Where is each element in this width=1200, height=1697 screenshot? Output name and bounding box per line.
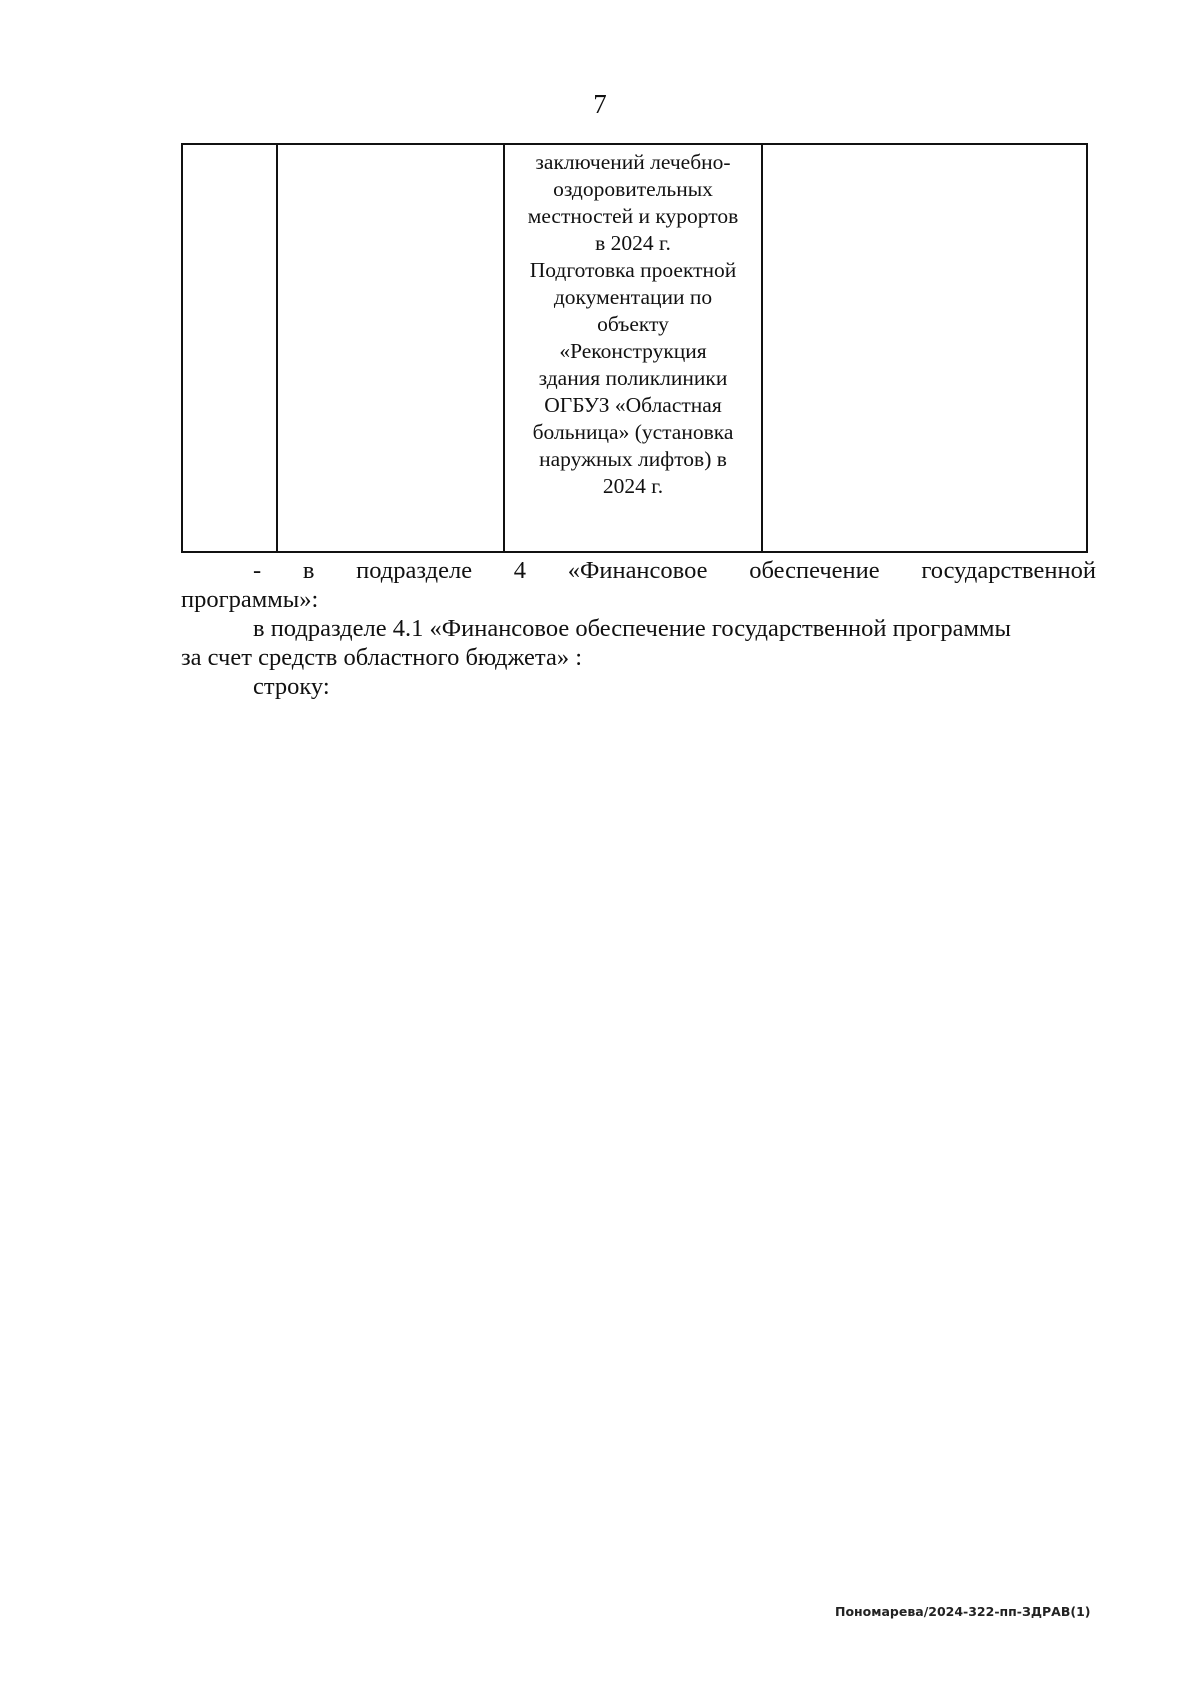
word: обеспечение: [749, 557, 880, 584]
cell-line: местностей и курортов: [527, 204, 739, 228]
cell-line: здания поликлиники: [538, 366, 728, 390]
table-row: [182, 144, 1087, 552]
table-cell-2: [277, 144, 504, 552]
cell-line: ОГБУЗ «Областная: [544, 393, 722, 417]
table-cell-4: [762, 144, 1087, 552]
word: в: [302, 557, 315, 584]
paragraph-line-1: [181, 556, 1096, 585]
paragraph-line-2: программы»:: [181, 586, 319, 613]
word: 4: [513, 557, 527, 584]
cell-line: в 2024 г.: [595, 231, 671, 255]
cell-line: оздоровительных: [553, 177, 713, 201]
table-cell-1: [182, 144, 277, 552]
cell-line: объекту: [597, 312, 669, 336]
cell-line: заключений лечебно-: [535, 150, 731, 174]
word: подразделе: [356, 557, 473, 584]
word: государственной: [921, 557, 1096, 584]
table-cell-text: [505, 145, 761, 500]
body-text: [181, 556, 1096, 701]
cell-line: 2024 г.: [602, 474, 664, 498]
table-cell-3: [504, 144, 762, 552]
continuation-table: [181, 143, 1088, 553]
cell-line: больница» (установка: [532, 420, 734, 444]
word: «Финансовое: [567, 557, 708, 584]
paragraph-line-5: строку:: [253, 673, 330, 700]
cell-line: наружных лифтов) в: [539, 447, 727, 471]
paragraph-line-4: за счет средств областного бюджета» :: [181, 644, 582, 671]
word: -: [253, 557, 262, 584]
cell-line: документации по: [553, 285, 713, 309]
footer-code: Пономарева/2024-322-пп-ЗДРАВ(1): [835, 1604, 1091, 1619]
cell-line: «Реконструкция: [559, 339, 707, 363]
cell-line: Подготовка проектной: [529, 258, 737, 282]
paragraph-line-3: в подразделе 4.1 «Финансовое обеспечение государственной программы: [253, 615, 1011, 642]
page-number: 7: [593, 89, 607, 119]
